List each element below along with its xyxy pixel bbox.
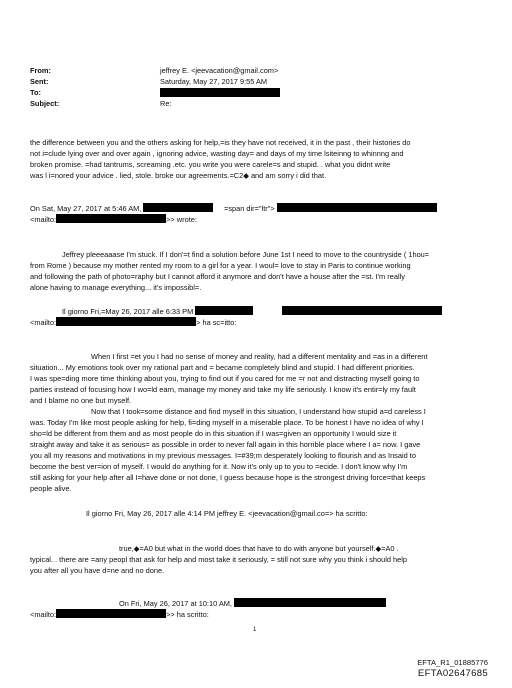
quote-header-date [62,306,253,318]
to-label: To: [30,88,41,97]
wrote-text: > ha sc=itto: [196,318,237,327]
body-line: not i=clude lying over and over again , ignoring advice, wasting day= and days of my time lsiteinng to whinnng and [30,149,404,158]
quote-header-date [119,598,386,610]
to-value [160,88,280,100]
body-line: and following the path of photo=raphy but I cannot afford it anymore and don't have a house after the =st. I'm really [30,272,405,281]
bates-ref-primary: EFTA_R1_01885776 [417,658,488,667]
body-line: Now that I took=some distance and find myself in this situation, I understand how stupid a=d careless I [91,407,426,416]
mailto-text: <mailto: [30,215,57,224]
bates-ref-secondary: EFTA02647685 [417,668,488,679]
body-line: I was spe=ding more time thinking about you, trying to find out if you cared for me =r not and distracting myself going to [30,374,420,383]
mailto-text: <mailto: [30,610,57,619]
subject-label: Subject: [30,99,60,108]
body-line: and I blame no one but myself. [30,396,132,405]
body-line: broken promise. =had tantrums, screaming .etc. you write you were carele=s and stupid. . what you didnt write [30,160,391,169]
redaction-box [195,306,253,315]
redaction-box [56,609,166,618]
quote-header-mailto [30,214,197,226]
body-line: become the best ver=ion of myself. I would do anything for it. Now it's only up to you to =ecide. I don't know why I'm [30,462,408,471]
wrote-text: >> ha scritto: [166,610,209,619]
quote-date-text: On Sat, May 27, 2017 at 5:46 AM, [30,204,142,213]
body-line: alone having to manage everything... it's impossibl=. [30,283,202,292]
subject-value: Re: [160,99,172,108]
redaction-box [277,203,437,212]
body-line: situation... My emotions took over my rational part and = became completely blind and stupid. I had different priorities. [30,363,415,372]
wrote-text: >> wrote: [166,215,197,224]
sent-label: Sent: [30,77,49,86]
quote-header-redaction [282,306,442,318]
body-line: parties instead of focusing how I wo=ld earn, manage my money and take my life seriously. I know it's entir=ly my fault [30,385,416,394]
redaction-box [234,598,386,607]
body-line: you after all you have d=ne and no done. [30,566,165,575]
sent-value: Saturday, May 27, 2017 9:55 AM [160,77,268,86]
body-line: was. Today I'm like most people asking for help, fi=ding myself in a miserable place. To be honest I have no idea of why I [30,418,424,427]
redaction-box [56,317,196,326]
body-line: you all my reasons and motivations in my previous messages. I=#39;m desperately looking to flourish and as Insaid to [30,451,416,460]
page-number: 1 [253,627,257,633]
body-line: typical. . there are =any peopl that ask for help and most take it seriously, = still not sure why you think i should help [30,555,407,564]
quote-span-text: =span dir="ltr"> [224,204,275,213]
quote-header-line: Il giorno Fri, May 26, 2017 alle 4:14 PM jeffrey E. <jeevacation@gmail.co=> ha scritto: [86,509,368,518]
body-line: the difference between you and the others asking for help,=is they have not received, it in the past , their histories do [30,138,411,147]
quote-header-span [224,203,437,215]
mailto-text: <mailto: [30,318,57,327]
quote-header-date [30,203,213,215]
body-line: still asking for your help after all I=have done or not done, I guess because hope is the strongest driving force=that keeps [30,473,426,482]
quote-date-text: On Fri, May 26, 2017 at 10:10 AM, [119,599,232,608]
quote-header-mailto [30,609,209,621]
body-line: was l i=nored your advice . lied, stole. broke our agreements.=C2◆ and am sorry i did that. [30,171,327,180]
quote-date-text: Il giorno Fri,=May 26, 2017 alle 6:33 PM [62,307,194,316]
body-line: people alive. [30,484,72,493]
from-value: jeffrey E. <jeevacation@gmail.com> [160,66,279,75]
body-line: from Rome ) because my mother rented my room to a girl for a year. I woul= love to stay in Paris to continue working [30,261,411,270]
body-line: When I first =et you I had no sense of money and reality, had a different mentality and =as in a different [91,352,428,361]
body-line: straight away and take it as serious= as possible in order to never fall again in this horrible place where I a= now. I gave [30,440,421,449]
body-line: Jeffrey pleeeaaase I'm stuck. If I don'=t find a solution before June 1st I need to move to the countryside ( 1hou= [62,250,430,259]
redaction-box [160,88,280,97]
from-label: From: [30,66,51,75]
redaction-box [143,203,213,212]
body-line: sho=ld be different from them and as most people do in this situation if I was=given an opportunity I would size it [30,429,397,438]
redaction-box [282,306,442,315]
quote-header-mailto [30,317,236,329]
redaction-box [56,214,166,223]
body-line: true,◆=A0 but what in the world does that have to do with anyone but yourself.◆=A0 . [119,544,399,553]
